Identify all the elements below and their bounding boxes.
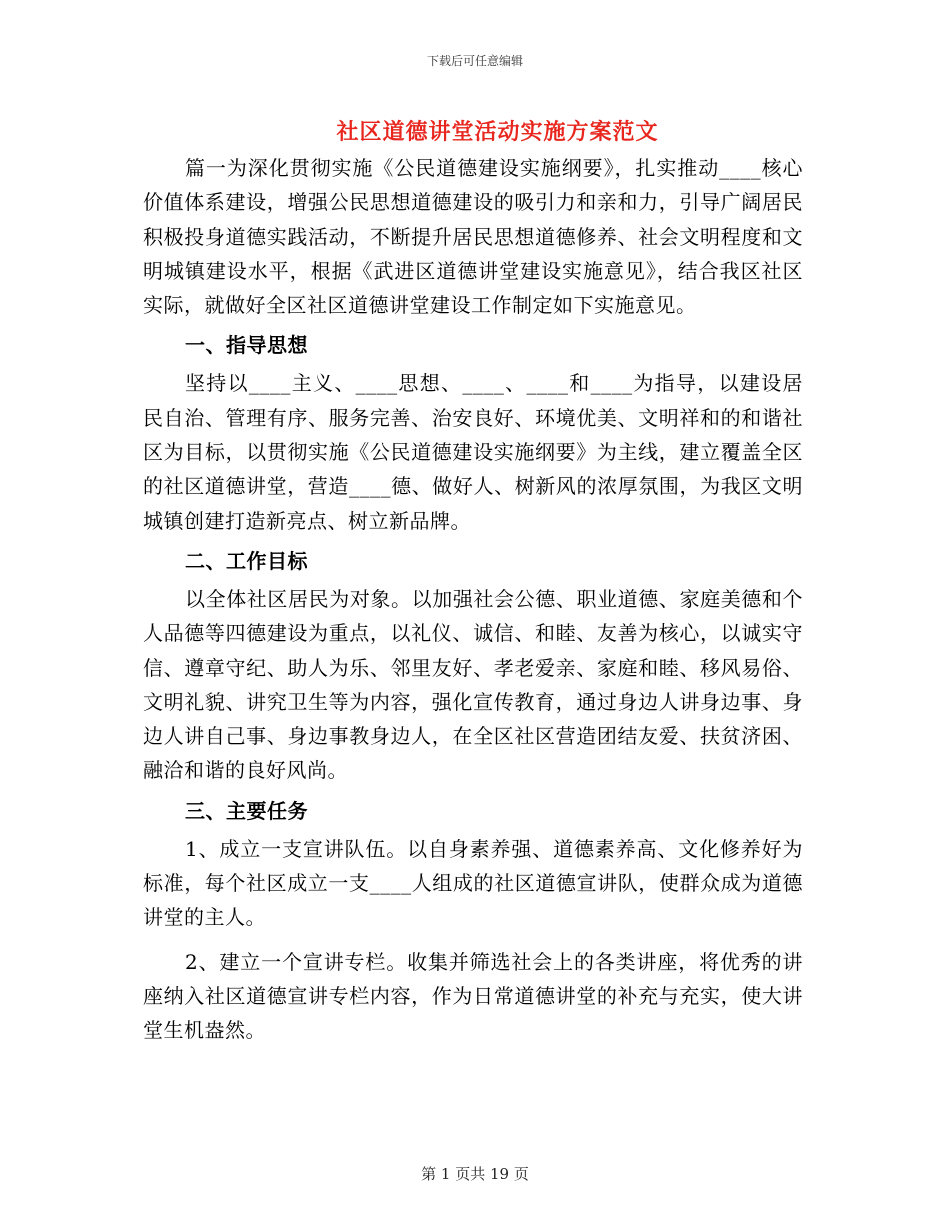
section-heading-work-goals: 二、工作目标 xyxy=(185,548,308,573)
section-heading-main-tasks: 三、主要任务 xyxy=(185,798,308,823)
intro-paragraph: 篇一为深化贯彻实施《公民道德建设实施纲要》，扎实推动____核心价值体系建设，增强公民思想道德建设的吸引力和亲和力，引导广阔居民积极投身道德实践活动，不断提升居民思想道德修养、社会文明程度和文明城镇建设水平，根据《武进区道德讲堂建设实施意见》，结合我区社区实际，就做好全区社区道德讲堂建设工作制定如下实施意见。 xyxy=(143,156,803,318)
page-footer: 第 1 页共 19 页 xyxy=(421,1165,529,1183)
section-paragraph: 坚持以____主义、____思想、____、____和____为指导，以建设居民自治、管理有序、服务完善、治安良好、环境优美、文明祥和的和谐社区为目标，以贯彻实施《公民道德建设实施纲要》为主线，建立覆盖全区的社区道德讲堂，营造____德、做好人、树新风的浓厚氛围，为我区文明城镇创建打造新亮点、树立新品牌。 xyxy=(143,371,803,533)
document-title: 社区道德讲堂活动实施方案范文 xyxy=(336,119,659,145)
page-header: 下载后可任意编辑 xyxy=(426,54,523,68)
document-body xyxy=(143,151,803,1048)
task-paragraph: 1、成立一支宣讲队伍。以自身素养强、道德素养高、文化修养好为标准，每个社区成立一支____人组成的社区道德宣讲队，使群众成为道德讲堂的主人。 xyxy=(143,836,803,930)
section-paragraph: 以全体社区居民为对象。以加强社会公德、职业道德、家庭美德和个人品德等四德建设为重点，以礼仪、诚信、和睦、友善为核心，以诚实守信、遵章守纪、助人为乐、邻里友好、孝老爱亲、家庭和睦、移风易俗、文明礼貌、讲究卫生等为内容，强化宣传教育，通过身边人讲身边事、身边人讲自己事、身边事教身边人，在全区社区营造团结友爱、扶贫济困、融洽和谐的良好风尚。 xyxy=(143,586,803,783)
task-paragraph: 2、建立一个宣讲专栏。收集并筛选社会上的各类讲座，将优秀的讲座纳入社区道德宣讲专栏内容，作为日常道德讲堂的补充与充实，使大讲堂生机盎然。 xyxy=(143,949,803,1043)
section-heading-guiding-thought: 一、指导思想 xyxy=(185,333,308,358)
